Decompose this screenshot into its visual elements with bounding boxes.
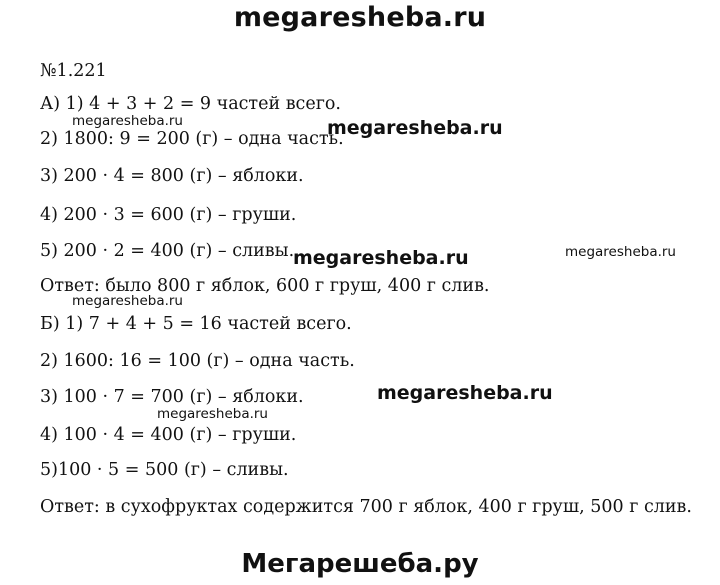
problem-number: №1.221 bbox=[40, 61, 107, 81]
solution-line: 3) 100 · 7 = 700 (г) – яблоки. bbox=[40, 387, 304, 407]
watermark: megaresheba.ru bbox=[327, 117, 503, 139]
watermark: megaresheba.ru bbox=[293, 247, 469, 269]
solution-line: 2) 1800: 9 = 200 (г) – одна часть. bbox=[40, 129, 344, 149]
watermark: megaresheba.ru bbox=[72, 293, 183, 309]
watermark: megaresheba.ru bbox=[72, 113, 183, 129]
site-title: megaresheba.ru bbox=[233, 2, 487, 33]
solution-line: 3) 200 · 4 = 800 (г) – яблоки. bbox=[40, 166, 304, 186]
answer-line: Ответ: было 800 г яблок, 600 г груш, 400 г слив. bbox=[40, 276, 490, 296]
answer-line: Ответ: в сухофруктах содержится 700 г яблок, 400 г груш, 500 г слив. bbox=[40, 497, 692, 517]
solution-line: 4) 200 · 3 = 600 (г) – груши. bbox=[40, 205, 297, 225]
solution-line: 4) 100 · 4 = 400 (г) – груши. bbox=[40, 425, 297, 445]
solution-line: 5)100 · 5 = 500 (г) – сливы. bbox=[40, 460, 289, 480]
watermark: megaresheba.ru bbox=[565, 244, 676, 260]
site-footer-title: Мегарешеба.ру bbox=[241, 549, 479, 579]
watermark: megaresheba.ru bbox=[157, 406, 268, 422]
solution-line: А) 1) 4 + 3 + 2 = 9 частей всего. bbox=[40, 94, 341, 114]
solution-line: 5) 200 · 2 = 400 (г) – сливы. bbox=[40, 241, 295, 261]
solution-line: 2) 1600: 16 = 100 (г) – одна часть. bbox=[40, 351, 355, 371]
watermark: megaresheba.ru bbox=[377, 382, 553, 404]
solution-line: Б) 1) 7 + 4 + 5 = 16 частей всего. bbox=[40, 314, 352, 334]
